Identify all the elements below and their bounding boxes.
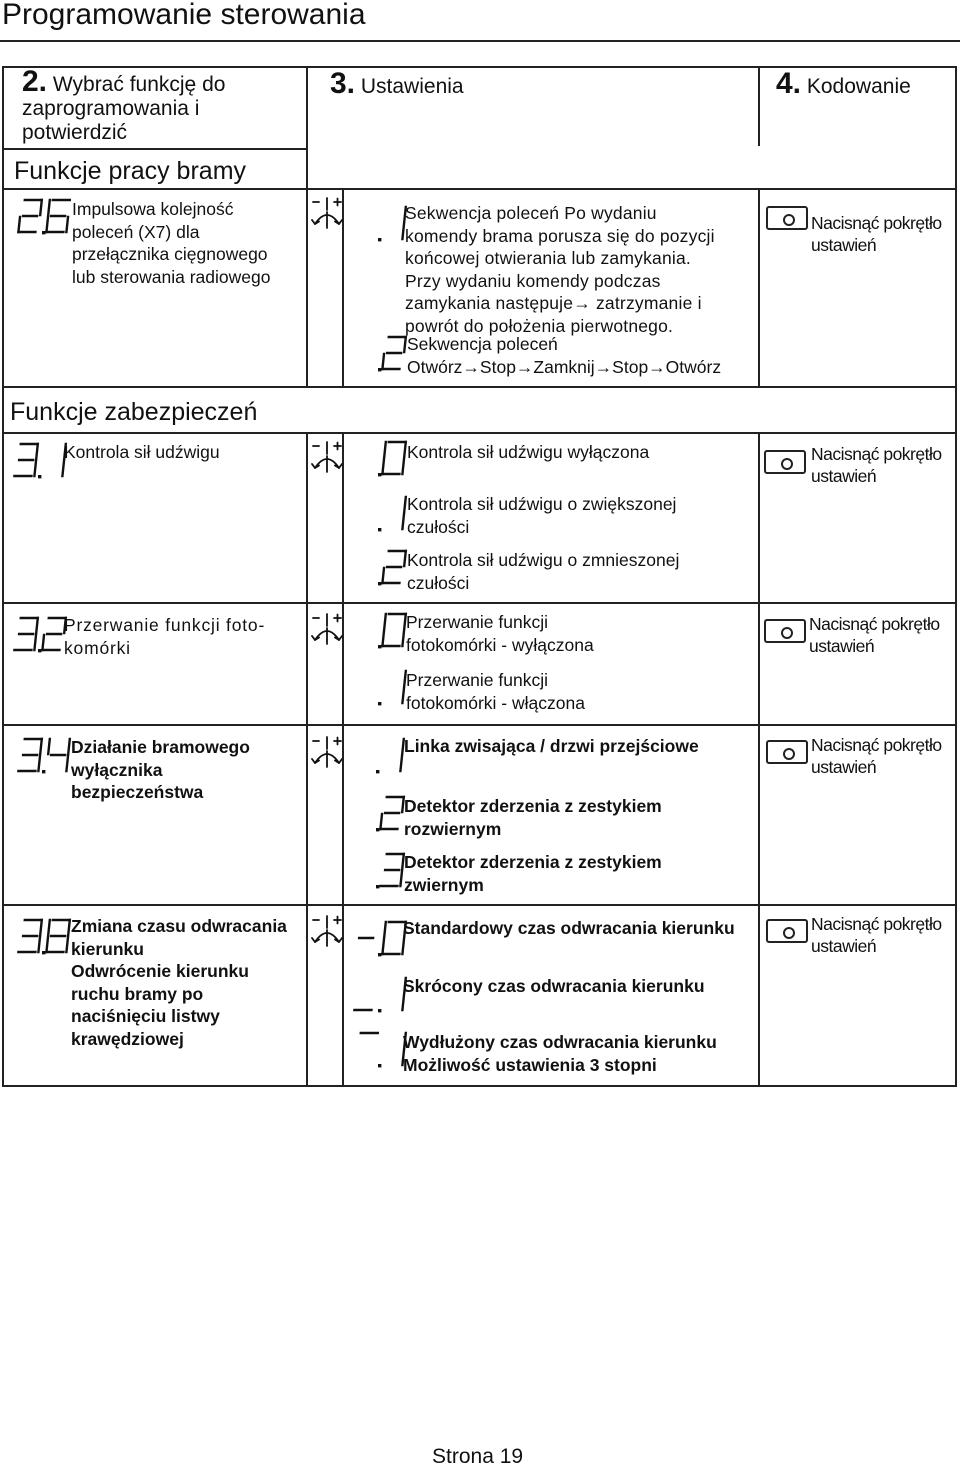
press-knob-instruction: Nacisnąć pokrętło ustawień: [811, 914, 942, 956]
function-description: Przerwanie funkcji foto- komórki: [64, 615, 266, 658]
step-number: 3.: [330, 67, 356, 100]
function-code-display: [10, 616, 72, 658]
knob-press-icon: [766, 206, 808, 230]
dial-minus-plus-icon: [311, 440, 343, 476]
setting-code-display: [348, 852, 410, 894]
function-description: Kontrola sił udźwigu: [64, 442, 220, 462]
setting-description: Standardowy czas odwracania kierunku: [403, 918, 735, 938]
setting-description: Wydłużony czas odwracania kierunku Możliwość ustawienia 3 stopni: [403, 1032, 717, 1075]
knob-press-icon: [766, 740, 808, 764]
setting-description: Detektor zderzenia z zestykiem zwiernym: [404, 852, 662, 895]
setting-code-display: [350, 669, 412, 711]
press-knob-instruction: Nacisnąć pokrętło ustawień: [811, 735, 942, 777]
column-divider: [758, 434, 760, 1086]
section-heading-gate: Funkcje pracy bramy: [14, 157, 247, 185]
function-code-display: [14, 918, 76, 960]
setting-description: Sekwencja poleceń Po wydaniu komendy brama porusza się do pozycji końcowej otwierania lub zamykania. Przy wydaniu komendy podczas zamykania następuje→ zatrzymanie i powrót do położenia pierwotnego.: [405, 203, 715, 336]
knob-press-icon: [766, 919, 808, 943]
setting-code-display: [350, 335, 412, 377]
page-title: Programowanie sterowania: [2, 0, 366, 31]
setting-description: Przerwanie funkcji fotokomórki - włączona: [406, 670, 585, 713]
setting-description: Detektor zderzenia z zestykiem rozwiernym: [404, 796, 662, 839]
setting-description: Linka zwisająca / drzwi przejściowe: [404, 736, 699, 756]
step-number: 2.: [22, 65, 48, 98]
column-header-coding: [776, 67, 911, 100]
column-divider: [306, 66, 308, 188]
row-divider: [2, 904, 957, 906]
function-description: Impulsowa kolejność poleceń (X7) dla przełącznika cięgnowego lub sterowania radiowego: [72, 199, 271, 287]
row-divider: [2, 602, 957, 604]
step-label: potwierdzić: [22, 121, 128, 144]
column-divider: [306, 190, 308, 386]
column-header-settings: [330, 67, 464, 100]
function-code-display: [14, 198, 76, 240]
title-divider: [0, 40, 960, 42]
row-divider: [2, 188, 957, 190]
dial-minus-plus-icon: [311, 612, 343, 648]
setting-code-display: [350, 612, 412, 654]
setting-code-display: [350, 495, 412, 537]
column-divider: [306, 434, 308, 1086]
dial-minus-plus-icon: [311, 914, 343, 950]
press-knob-instruction: Nacisnąć pokrętło ustawień: [811, 213, 942, 255]
setting-code-display: [350, 549, 412, 591]
function-description: Działanie bramowego wyłącznika bezpieczeństwa: [71, 737, 250, 802]
column-divider: [758, 66, 760, 146]
page-number: Strona 19: [432, 1445, 524, 1468]
press-knob-instruction: Nacisnąć pokrętło ustawień: [811, 444, 942, 486]
step-number: 4.: [776, 67, 802, 100]
column-header-select: [22, 65, 226, 145]
row-divider: [2, 148, 308, 150]
function-code-display: [14, 737, 76, 779]
setting-code-display: [348, 737, 410, 779]
setting-description: Sekwencja poleceń Otwórz→Stop→Zamknij→Stop→Otwórz: [407, 334, 722, 377]
row-divider: [2, 724, 957, 726]
press-knob-instruction: Nacisnąć pokrętło ustawień: [809, 614, 940, 656]
function-description: Zmiana czasu odwracania kierunku Odwrócenie kierunku ruchu bramy po naciśnięciu listwy krawędziowej: [71, 916, 287, 1049]
column-divider: [758, 190, 760, 386]
dial-minus-plus-icon: [311, 735, 343, 771]
step-label: Wybrać funkcję do: [52, 73, 226, 96]
knob-press-icon: [764, 619, 806, 643]
row-divider: [2, 386, 957, 388]
knob-press-icon: [764, 450, 806, 474]
setting-code-display: [350, 440, 412, 482]
step-label: Kodowanie: [806, 75, 911, 98]
setting-description: Przerwanie funkcji fotokomórki - wyłączona: [406, 612, 594, 655]
setting-description: Kontrola sił udźwigu o zwiększonej czułości: [407, 494, 677, 537]
dial-minus-plus-icon: [311, 196, 343, 232]
setting-code-display: [350, 205, 412, 247]
setting-description: Kontrola sił udźwigu o zmnieszonej czułości: [407, 550, 680, 593]
setting-description: Kontrola sił udźwigu wyłączona: [407, 442, 650, 462]
row-divider: [2, 432, 957, 434]
step-label: Ustawienia: [360, 75, 464, 98]
setting-code-display: [348, 795, 410, 837]
step-label: zaprogramowania i: [22, 97, 200, 120]
function-code-display: [10, 442, 72, 484]
setting-description: Skrócony czas odwracania kierunku: [403, 976, 705, 996]
section-heading-safety: Funkcje zabezpieczeń: [10, 398, 258, 426]
